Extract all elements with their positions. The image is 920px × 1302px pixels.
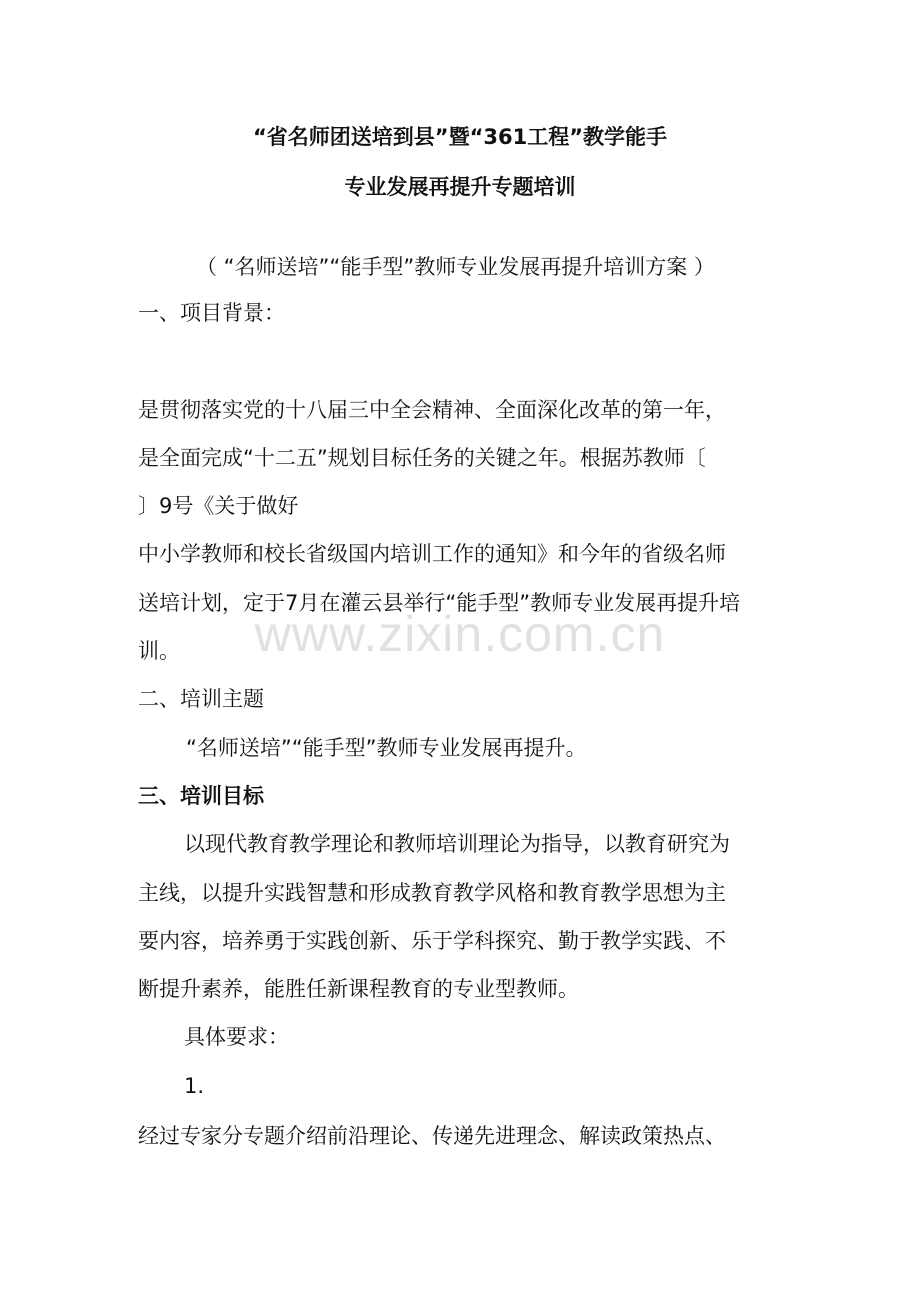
section-1-line: 送培计划，定于7月在灌云县举行“能手型”教师专业发展再提升培 xyxy=(138,591,741,615)
requirements-label: 具体要求： xyxy=(184,1025,289,1049)
requirement-item-text: 经过专家分专题介绍前沿理论、传递先进理念、解读政策热点、 xyxy=(138,1124,726,1148)
section-2-heading: 二、培训主题 xyxy=(138,687,264,711)
document-subtitle: （ “名师送培”“能手型”教师专业发展再提升培训方案 ） xyxy=(196,255,715,279)
watermark: www.zixin.com.cn xyxy=(254,606,666,662)
document-title-line-2: 专业发展再提升专题培训 xyxy=(344,175,576,199)
section-3-heading: 三、培训目标 xyxy=(138,784,264,808)
section-1-line: 中小学教师和校长省级国内培训工作的通知》和今年的省级名师 xyxy=(138,542,726,566)
requirement-item-number: 1. xyxy=(184,1074,205,1098)
document-title-line-1: “省名师团送培到县”暨“361工程”教学能手 xyxy=(252,125,668,149)
section-2-body: “名师送培”“能手型”教师专业发展再提升。 xyxy=(186,736,587,760)
section-1-line: 训。 xyxy=(138,639,180,663)
section-3-line: 以现代教育教学理论和教师培训理论为指导，以教育研究为 xyxy=(184,832,730,856)
section-3-line: 要内容，培养勇于实践创新、乐于学科探究、勤于教学实践、不 xyxy=(138,929,726,953)
section-1-line: 是贯彻落实党的十八届三中全会精神、全面深化改革的第一年， xyxy=(138,398,726,422)
section-1-line: 是全面完成“十二五”规划目标任务的关键之年。根据苏教师〔 xyxy=(138,446,706,470)
section-1-line: 〕9号《关于做好 xyxy=(138,494,299,518)
section-3-line: 主线，以提升实践智慧和形成教育教学风格和教育教学思想为主 xyxy=(138,881,726,905)
section-3-line: 断提升素养，能胜任新课程教育的专业型教师。 xyxy=(138,977,579,1001)
section-1-heading: 一、项目背景： xyxy=(138,301,285,325)
